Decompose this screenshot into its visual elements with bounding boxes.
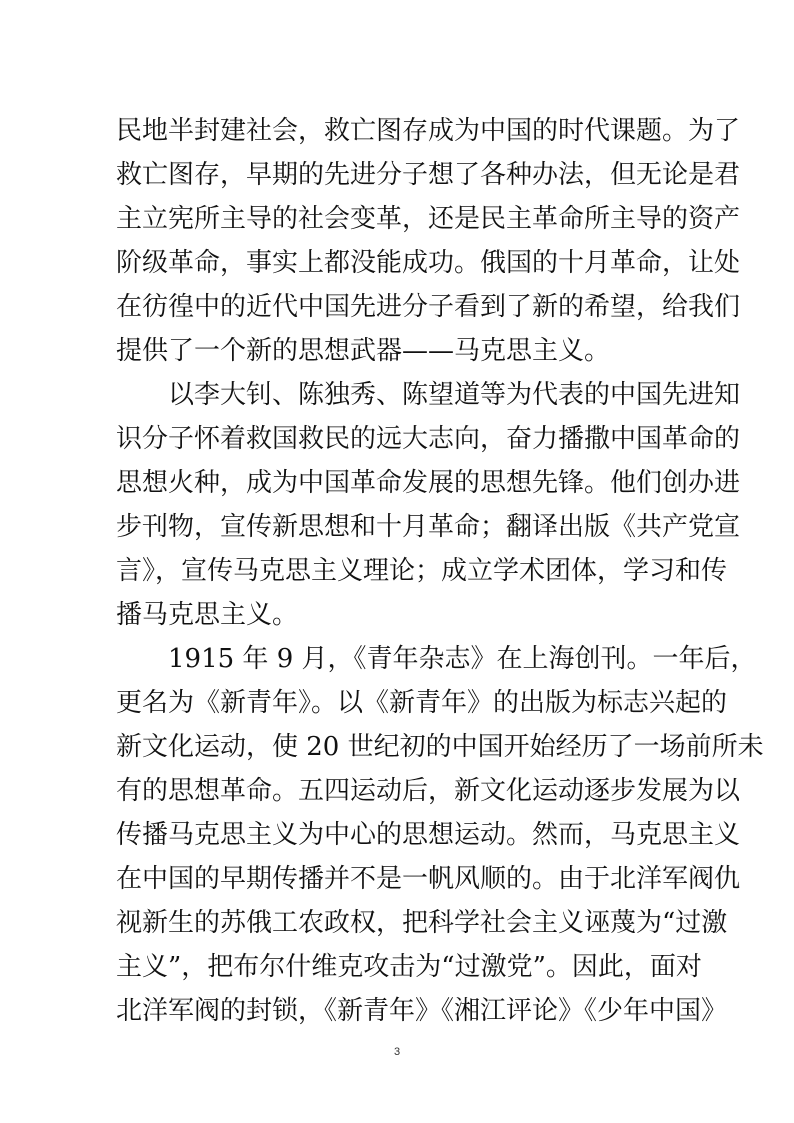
paragraph-3-line-3: 新文化运动，使 20 世纪初的中国开始经历了一场前所未 — [116, 732, 764, 762]
paragraph-2-line-4: 步刊物，宣传新思想和十月革命；翻译出版《共产党宣 — [116, 512, 741, 542]
paragraph-2-line-5: 言》，宣传马克思主义理论；成立学术团体，学习和传 — [116, 556, 728, 586]
paragraph-3-line-6: 在中国的早期传播并不是一帆风顺的。由于北洋军阀仇 — [116, 864, 741, 894]
paragraph-3-line-1: 1915 年 9 月，《青年杂志》在上海创刊。一年后， — [168, 644, 757, 674]
paragraph-2-line-3: 思想火种，成为中国革命发展的思想先锋。他们创办进 — [116, 468, 741, 498]
paragraph-3-line-4: 有的思想革命。五四运动后，新文化运动逐步发展为以 — [116, 776, 741, 806]
paragraph-1-line-6: 提供了一个新的思想武器——马克思主义。 — [116, 336, 611, 366]
paragraph-3-line-9: 北洋军阀的封锁，《新青年》《湘江评论》《少年中国》 — [116, 996, 728, 1026]
paragraph-3-line-2: 更名为《新青年》。以《新青年》的出版为标志兴起的 — [116, 688, 728, 718]
paragraph-1-line-4: 阶级革命，事实上都没能成功。俄国的十月革命，让处 — [116, 248, 741, 278]
paragraph-2-line-1: 以李大钊、陈独秀、陈望道等为代表的中国先进知 — [168, 380, 741, 410]
paragraph-2-line-6: 播马克思主义。 — [116, 600, 299, 630]
paragraph-1-line-3: 主立宪所主导的社会变革，还是民主革命所主导的资产 — [116, 204, 741, 234]
paragraph-2-line-2: 识分子怀着救国救民的远大志向，奋力播撒中国革命的 — [116, 424, 741, 454]
paragraph-1-line-1: 民地半封建社会，救亡图存成为中国的时代课题。为了 — [116, 116, 741, 146]
paragraph-1-line-5: 在彷徨中的近代中国先进分子看到了新的希望，给我们 — [116, 292, 741, 322]
page-number: 3 — [393, 1046, 401, 1058]
paragraph-3-line-7: 视新生的苏俄工农政权，把科学社会主义诬蔑为“过激 — [116, 908, 728, 938]
paragraph-3-line-5: 传播马克思主义为中心的思想运动。然而，马克思主义 — [116, 820, 741, 850]
paragraph-1-line-2: 救亡图存，早期的先进分子想了各种办法，但无论是君 — [116, 160, 741, 190]
paragraph-3-line-8: 主义”，把布尔什维克攻击为“过激党”。因此，面对 — [116, 952, 702, 982]
